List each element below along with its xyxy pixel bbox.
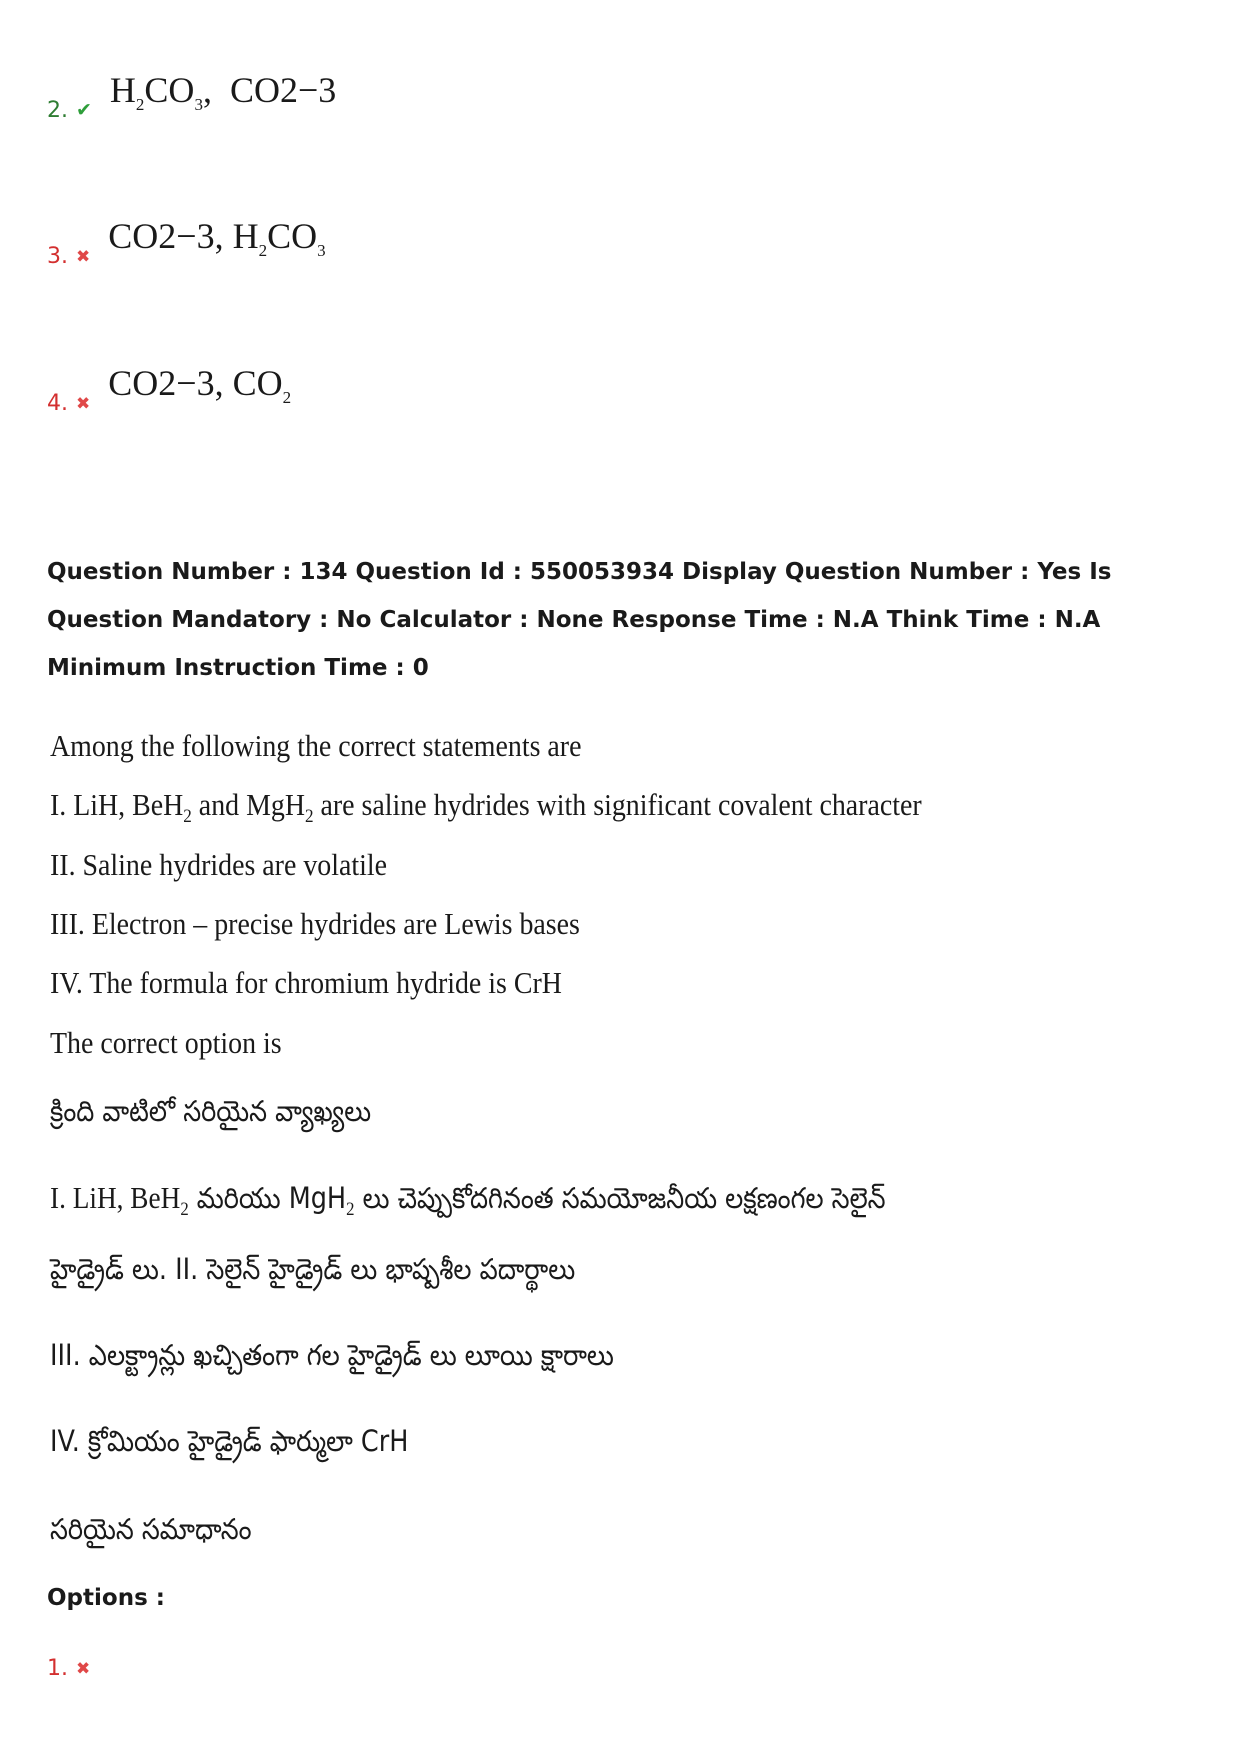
- question-metadata: Question Number : 134 Question Id : 550053934 Display Question Number : Yes Is Question Mandatory : No Calculator : None Response Time : N.A Think Time : N.A Minimum Instruction Time : 0: [47, 559, 1112, 681]
- option-number: 2.: [47, 98, 68, 124]
- option-2[interactable]: [47, 70, 337, 124]
- option-number: 4.: [47, 391, 68, 417]
- options-label: Options :: [47, 1585, 165, 1611]
- option-number: 3.: [47, 244, 68, 270]
- question-closing-en: The correct option is: [50, 1025, 282, 1060]
- cross-icon: ✖: [76, 247, 91, 268]
- question-intro-te: క్రింది వాటిలో సరియైన వ్యాఖ్యలు: [50, 1094, 372, 1128]
- cross-icon: ✖: [76, 394, 91, 415]
- statement-4-en: IV. The formula for chromium hydride is CrH: [50, 965, 562, 1000]
- cross-icon: ✖: [76, 1659, 91, 1679]
- option-formula: CO2−3, $CO_2$: [108, 363, 292, 408]
- statement-2-en: II. Saline hydrides are volatile: [50, 847, 388, 882]
- option-4[interactable]: [47, 363, 292, 417]
- option-number: 1.: [47, 1656, 68, 1681]
- statement-3-te: III. ఎలక్ట్రాన్లు ఖచ్చితంగా గల హైడ్రైడ్ లు లూయి క్షారాలు: [50, 1338, 614, 1372]
- statement-3-en: III. Electron – precise hydrides are Lewis bases: [50, 906, 580, 941]
- option-formula: CO2−3, $H_2CO_3$: [108, 216, 326, 261]
- question-intro-en: Among the following the correct statements are: [50, 728, 582, 763]
- statement-4-te: IV. క్రోమియం హైడ్రైడ్ ఫార్ములా CrH: [50, 1424, 409, 1458]
- option-formula: $H_2CO_3$, CO2−3: [109, 70, 337, 115]
- option-3[interactable]: [47, 216, 326, 270]
- statement-1-2-te: హైడ్రైడ్ లు. II. సెలైన్ హైడ్రైడ్ లు భాష్పశీల పదార్థాలు: [50, 1252, 576, 1286]
- question-closing-te: సరియైన సమాధానం: [50, 1512, 252, 1546]
- statement-1-en: I. LiH, BeH$_2$ and MgH$_2$ are saline hydrides with significant covalent character: [50, 787, 922, 828]
- statement-1-te: I. LiH, BeH$_2$ మరియు MgH$_2$ లు చెప్పుకోదగినంత సమయోజనీయ లక్షణంగల సెలైన్: [50, 1180, 886, 1220]
- check-icon: ✔: [76, 99, 92, 122]
- option-1[interactable]: [47, 1656, 108, 1681]
